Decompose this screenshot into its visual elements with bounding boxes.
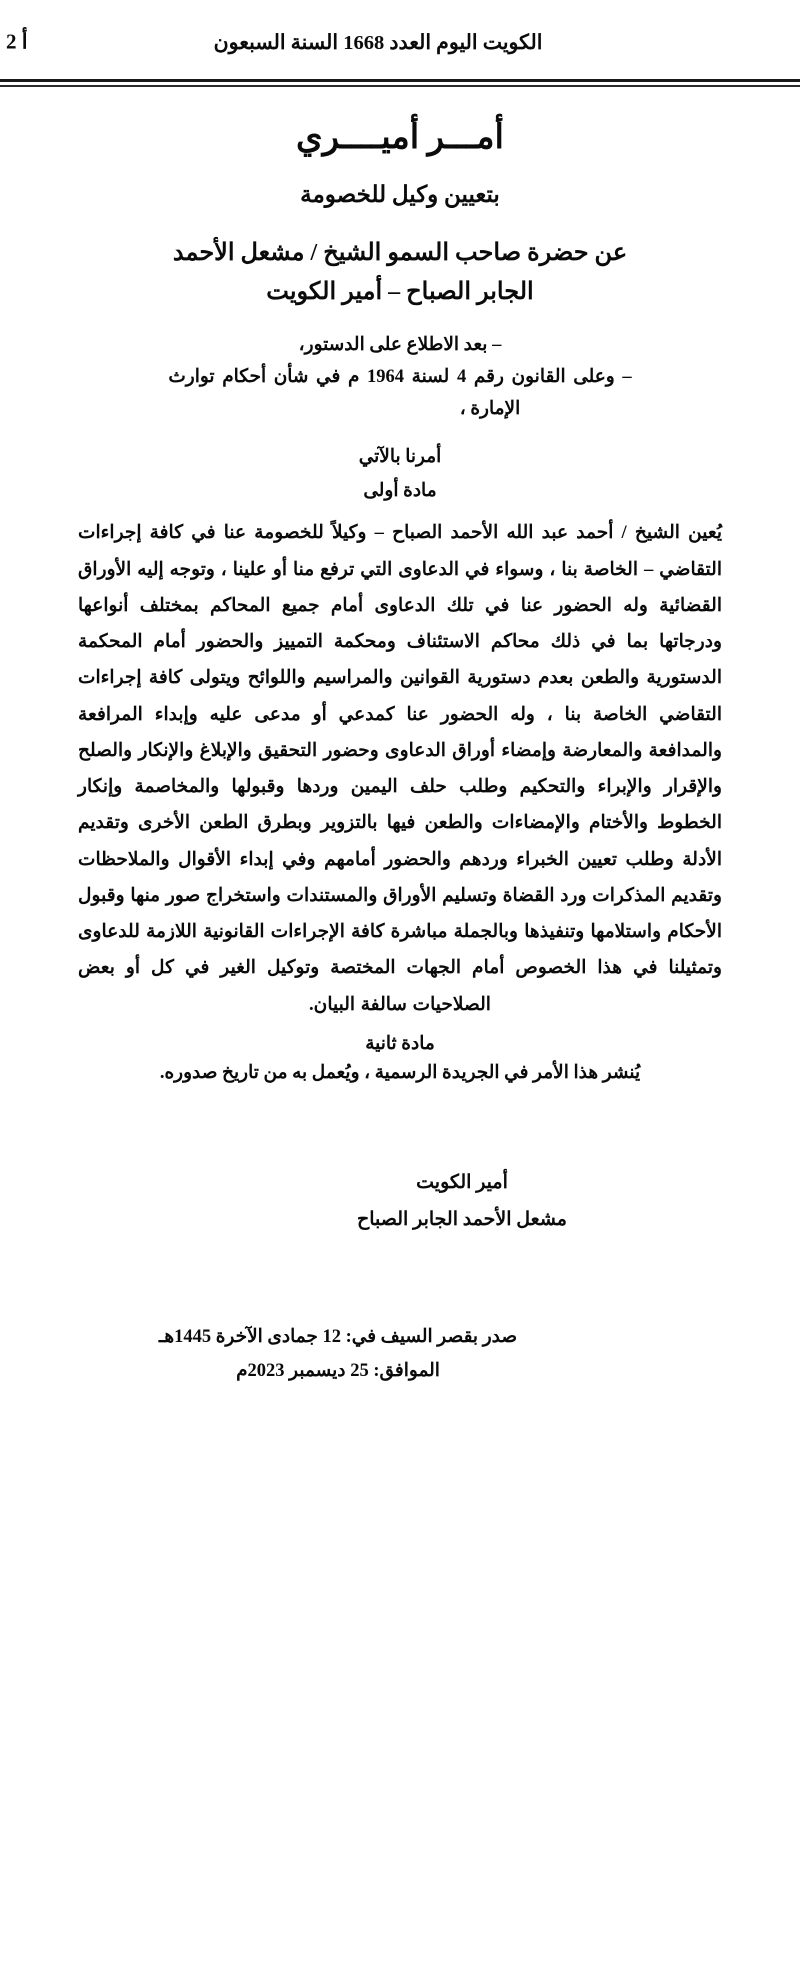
enacting-formula: أمرنا بالآتي (358, 446, 442, 467)
issuance-hijri-date: صدر بقصر السيف في: 12 جمادى الآخرة 1445هـ (158, 1327, 518, 1348)
issuer-line-1: عن حضرة صاحب السمو الشيخ / مشعل الأحمد (172, 239, 628, 266)
preamble-clause-1: – بعد الاطلاع على الدستور، (298, 334, 502, 355)
document-subtitle: بتعيين وكيل للخصومة (300, 181, 500, 207)
signature-block (140, 1164, 784, 1238)
header-rule-lower (0, 85, 800, 87)
gazette-running-head: الكويت اليوم العدد 1668 السنة السبعون (213, 31, 543, 54)
article-two-heading: مادة ثانية (365, 1033, 435, 1054)
header-rule-upper (0, 79, 800, 82)
issuing-authority (78, 234, 722, 313)
issuance-block (16, 1320, 660, 1388)
issuance-gregorian-date: الموافق: 25 ديسمبر 2023م (236, 1361, 440, 1382)
preamble-clause-2: – وعلى القانون رقم 4 لسنة 1964 م في شأن أحكام توارث (168, 367, 632, 388)
article-one-body: يُعين الشيخ / أحمد عبد الله الأحمد الصباح – وكيلاً للخصومة عنا في كافة إجراءات التقاضي – الخاصة بنا ، وسواء في الدعاوى التي ترفع منا أو علينا ، وتوجه إليه الأوراق القضائية وله الحضور عنا في تلك الدعاوى أمام جميع المحاكم بمختلف أنواعها ودرجاتها بما في ذلك محاكم الاستئناف ومحكمة التمييز والحضور أمام المحكمة الدستورية والطعن بعدم دستورية القوانين والمراسيم واللوائح ويتولى كافة إجراءات التقاضي الخاصة بنا ، وله الحضور عنا كمدعي أو مدعى عليه وإبداء المرافعة والمدافعة والمعارضة وإمضاء أوراق الدعاوى وحضور التحقيق والإبلاغ والإنكار والصلح والإقرار والإبراء والتحكيم وطلب حلف اليمين وردها وقبولها والمخاصمة وإنكار الخطوط والأختام والإمضاءات والطعن فيها بالتزوير وبطرق الطعن الأخرى وتقديم الأدلة وطلب تعيين الخبراء وردهم والحضور أمامهم وفي إبداء الأقوال والملاحظات وتقديم المذكرات ورد القضاة وتسليم الأوراق والمستندات واستخراج صور منها وقبول الأحكام واستلامها وتنفيذها وبالجملة مباشرة كافة الإجراءات القانونية اللازمة للدعاوى وتمثيلنا في هذا الخصوص أمام الجهات المختصة وتوكيل الغير في كل أو بعض الصلاحيات سالفة البيان. (78, 522, 722, 1015)
issuer-line-2: الجابر الصباح – أمير الكويت (266, 279, 534, 306)
article-two-body: يُنشر هذا الأمر في الجريدة الرسمية ، ويُعمل به من تاريخ صدوره. (159, 1062, 641, 1083)
preamble-clause-2-continuation: الإمارة ، (459, 399, 521, 420)
document-title: أمـــر أميــــري (296, 119, 504, 156)
article-one-heading: مادة أولى (363, 480, 437, 501)
page-folio: أ 2 (6, 29, 28, 54)
preamble-clauses (78, 329, 722, 426)
signatory-name: مشعل الأحمد الجابر الصباح (357, 1209, 567, 1231)
masthead (6, 0, 722, 84)
signatory-role: أمير الكويت (416, 1172, 508, 1194)
